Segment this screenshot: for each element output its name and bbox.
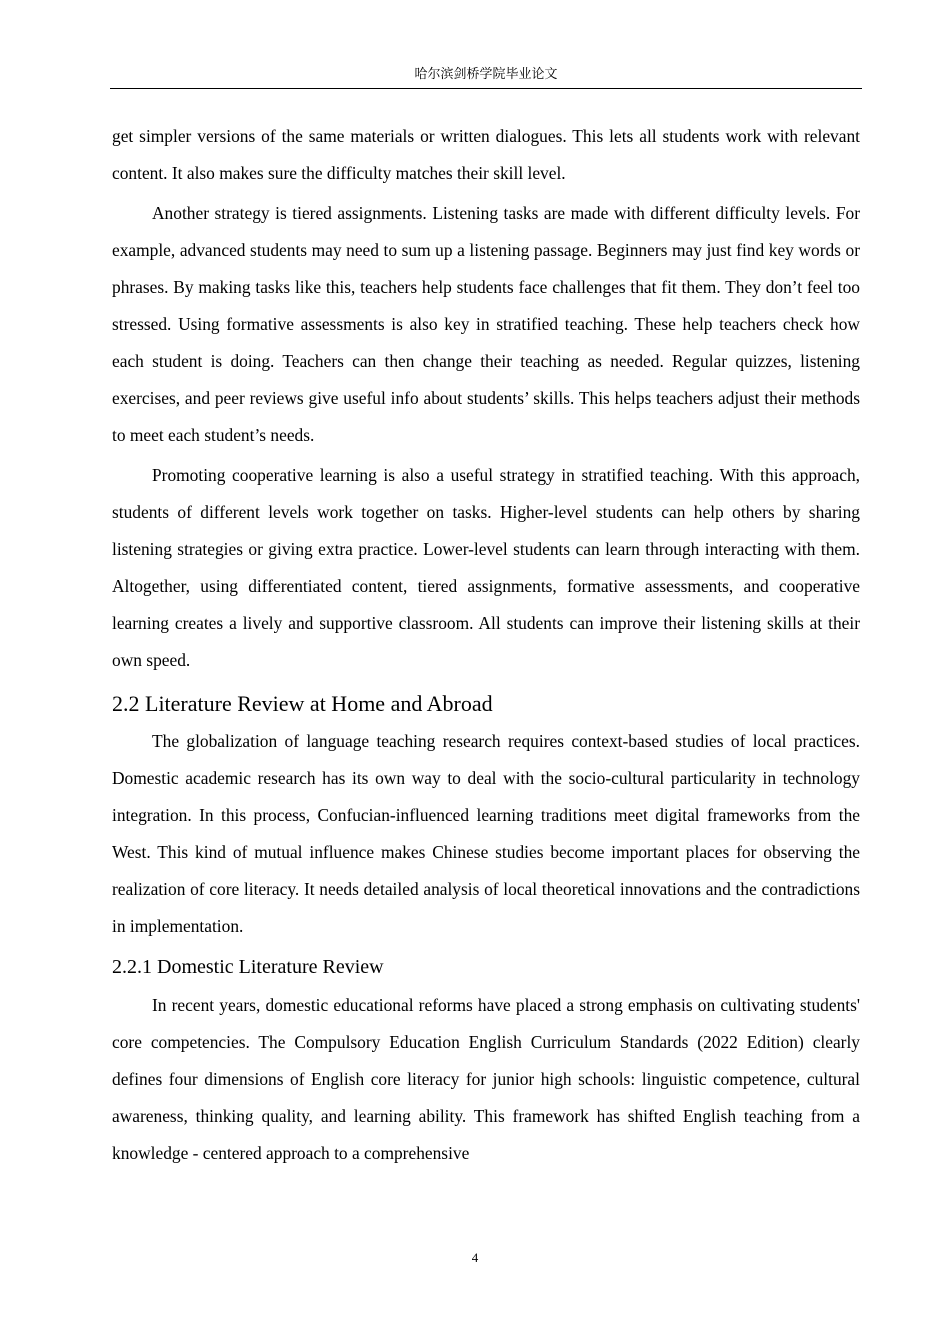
paragraph-continued: get simpler versions of the same materials or written dialogues. This lets all students work with relevant content. It also makes sure the difficulty matches their skill level. bbox=[112, 126, 860, 183]
paragraph-cooperative-learning: Promoting cooperative learning is also a useful strategy in stratified teaching. With this approach, students of different levels work together on tasks. Higher-level students can help others by sharing listening strategies or giving extra practice. Lower-level students can learn through interacting with them. Altogether, using differentiated content, tiered assignments, formative assessments, and cooperative learning creates a lively and supportive classroom. All students can improve their listening skills at their own speed. bbox=[112, 465, 860, 670]
running-header: 哈尔滨剑桥学院毕业论文 bbox=[414, 67, 558, 82]
page-number: 4 bbox=[471, 1250, 479, 1265]
paragraph-tiered-assignments: Another strategy is tiered assignments. Listening tasks are made with different difficulty levels. For example, advanced students may need to sum up a listening passage. Beginners may just find key words or phrases. By making tasks like this, teachers help students face challenges that fit them. They don’t feel too stressed. Using formative assessments is also key in stratified teaching. These help teachers check how each student is doing. Teachers can then change their teaching as needed. Regular quizzes, listening exercises, and peer reviews give useful info about students’ skills. This helps teachers adjust their methods to meet each student’s needs. bbox=[112, 203, 860, 445]
paragraph-globalization: The globalization of language teaching research requires context-based studies of local practices. Domestic academic research has its own way to deal with the socio-cultural particularity in technology integration. In this process, Confucian-influenced learning traditions meet digital frameworks from the West. This kind of mutual influence makes Chinese studies become important places for observing the realization of core literacy. It needs detailed analysis of local theoretical innovations and the contradictions in implementation. bbox=[112, 731, 860, 936]
section-heading-2-2-1: 2.2.1 Domestic Literature Review bbox=[112, 956, 384, 978]
paragraph-domestic-reforms: In recent years, domestic educational reforms have placed a strong emphasis on cultivating students' core competencies. The Compulsory Education English Curriculum Standards (2022 Edition) clearly defines four dimensions of English core literacy for junior high schools: linguistic competence, cultural awareness, thinking quality, and learning ability. This framework has shifted English teaching from a knowledge - centered approach to a comprehensive bbox=[112, 995, 860, 1163]
header-rule bbox=[110, 88, 862, 89]
section-heading-2-2: 2.2 Literature Review at Home and Abroad bbox=[112, 691, 493, 716]
document-body bbox=[112, 118, 860, 1172]
